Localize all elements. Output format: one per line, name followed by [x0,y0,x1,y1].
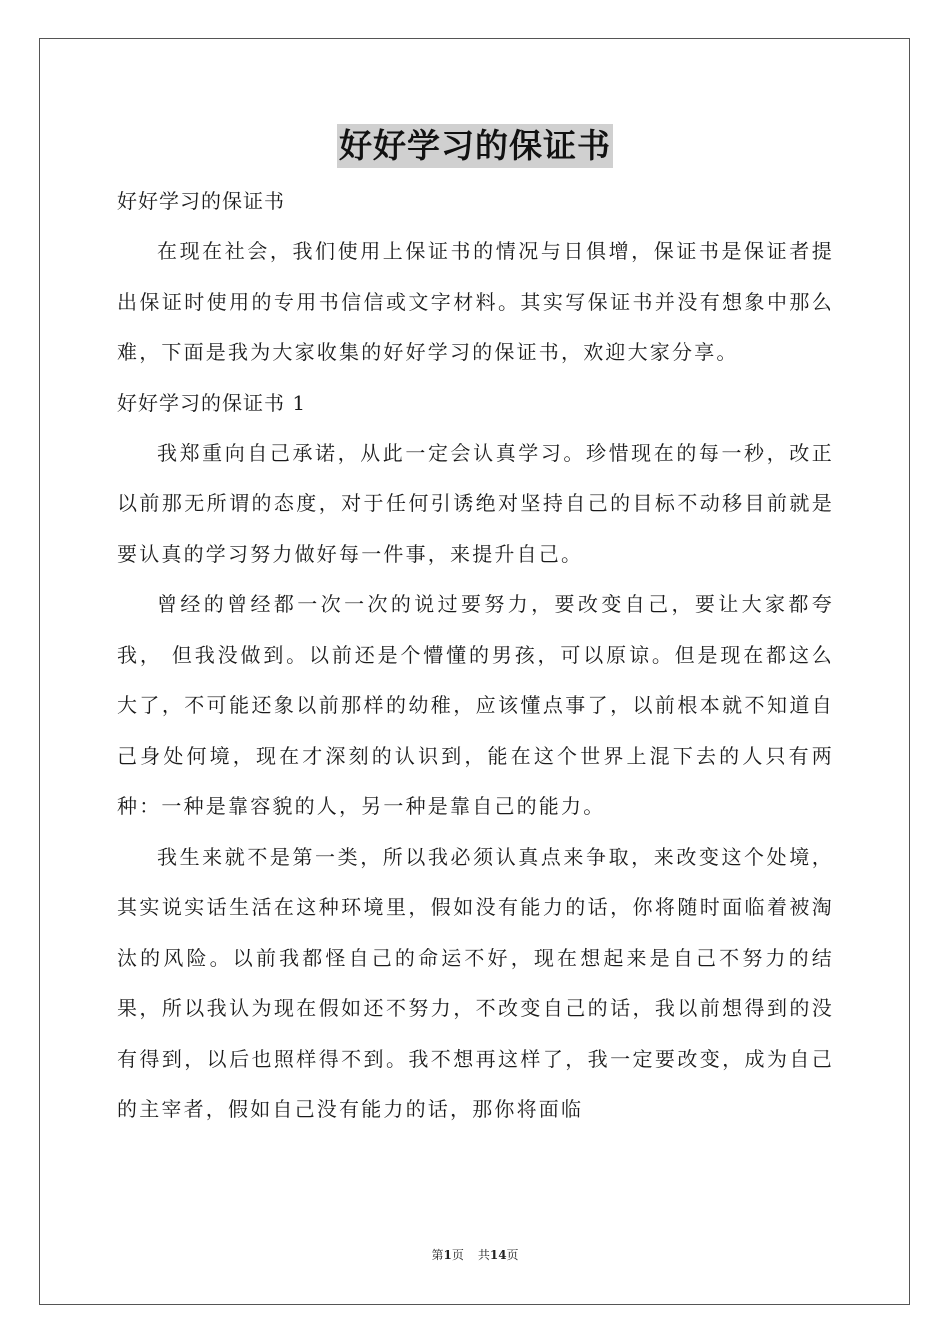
section-heading: 好好学习的保证书 1 [117,390,307,415]
body-paragraph-2: 曾经的曾经都一次一次的说过要努力，要改变自己，要让大家都夸我， 但我没做到。以前还是个懵懂的男孩，可以原谅。但是现在都这么大了，不可能还象以前那样的幼稚，应该懂点事了，以前根本就不知道自己身处何境，现在才深刻的认识到，能在这个世界上混下去的人只有两种：一种是靠容貌的人，另一种是靠自己的能力。 [117,592,834,818]
page-number: 1 [443,1248,452,1262]
document-body [117,176,834,1135]
document-subtitle: 好好学习的保证书 [117,189,285,213]
total-prefix: 共 [477,1248,490,1262]
total-pages: 14 [489,1248,507,1262]
document-title: 好好学习的保证书 [337,124,613,168]
page-suffix: 页 [451,1248,464,1262]
page-footer [0,1246,950,1263]
total-suffix: 页 [506,1248,519,1262]
page-prefix: 第 [431,1248,444,1262]
intro-paragraph: 在现在社会，我们使用上保证书的情况与日俱增，保证书是保证者提出保证时使用的专用书信信或文字材料。其实写保证书并没有想象中那么难，下面是我为大家收集的好好学习的保证书，欢迎大家分享。 [117,239,834,364]
body-paragraph-1: 我郑重向自己承诺，从此一定会认真学习。珍惜现在的每一秒，改正以前那无所谓的态度，对于任何引诱绝对坚持自己的目标不动移目前就是要认真的学习努力做好每一件事，来提升自己。 [117,440,834,566]
title-area [0,124,950,168]
body-paragraph-3: 我生来就不是第一类，所以我必须认真点来争取，来改变这个处境，其实说实话生活在这种环境里，假如没有能力的话，你将随时面临着被淘汰的风险。以前我都怪自己的命运不好，现在想起来是自己不努力的结果，所以我认为现在假如还不努力，不改变自己的话，我以前想得到的没有得到，以后也照样得不到。我不想再这样了，我一定要改变，成为自己的主宰者，假如自己没有能力的话，那你将面临 [117,844,834,1121]
